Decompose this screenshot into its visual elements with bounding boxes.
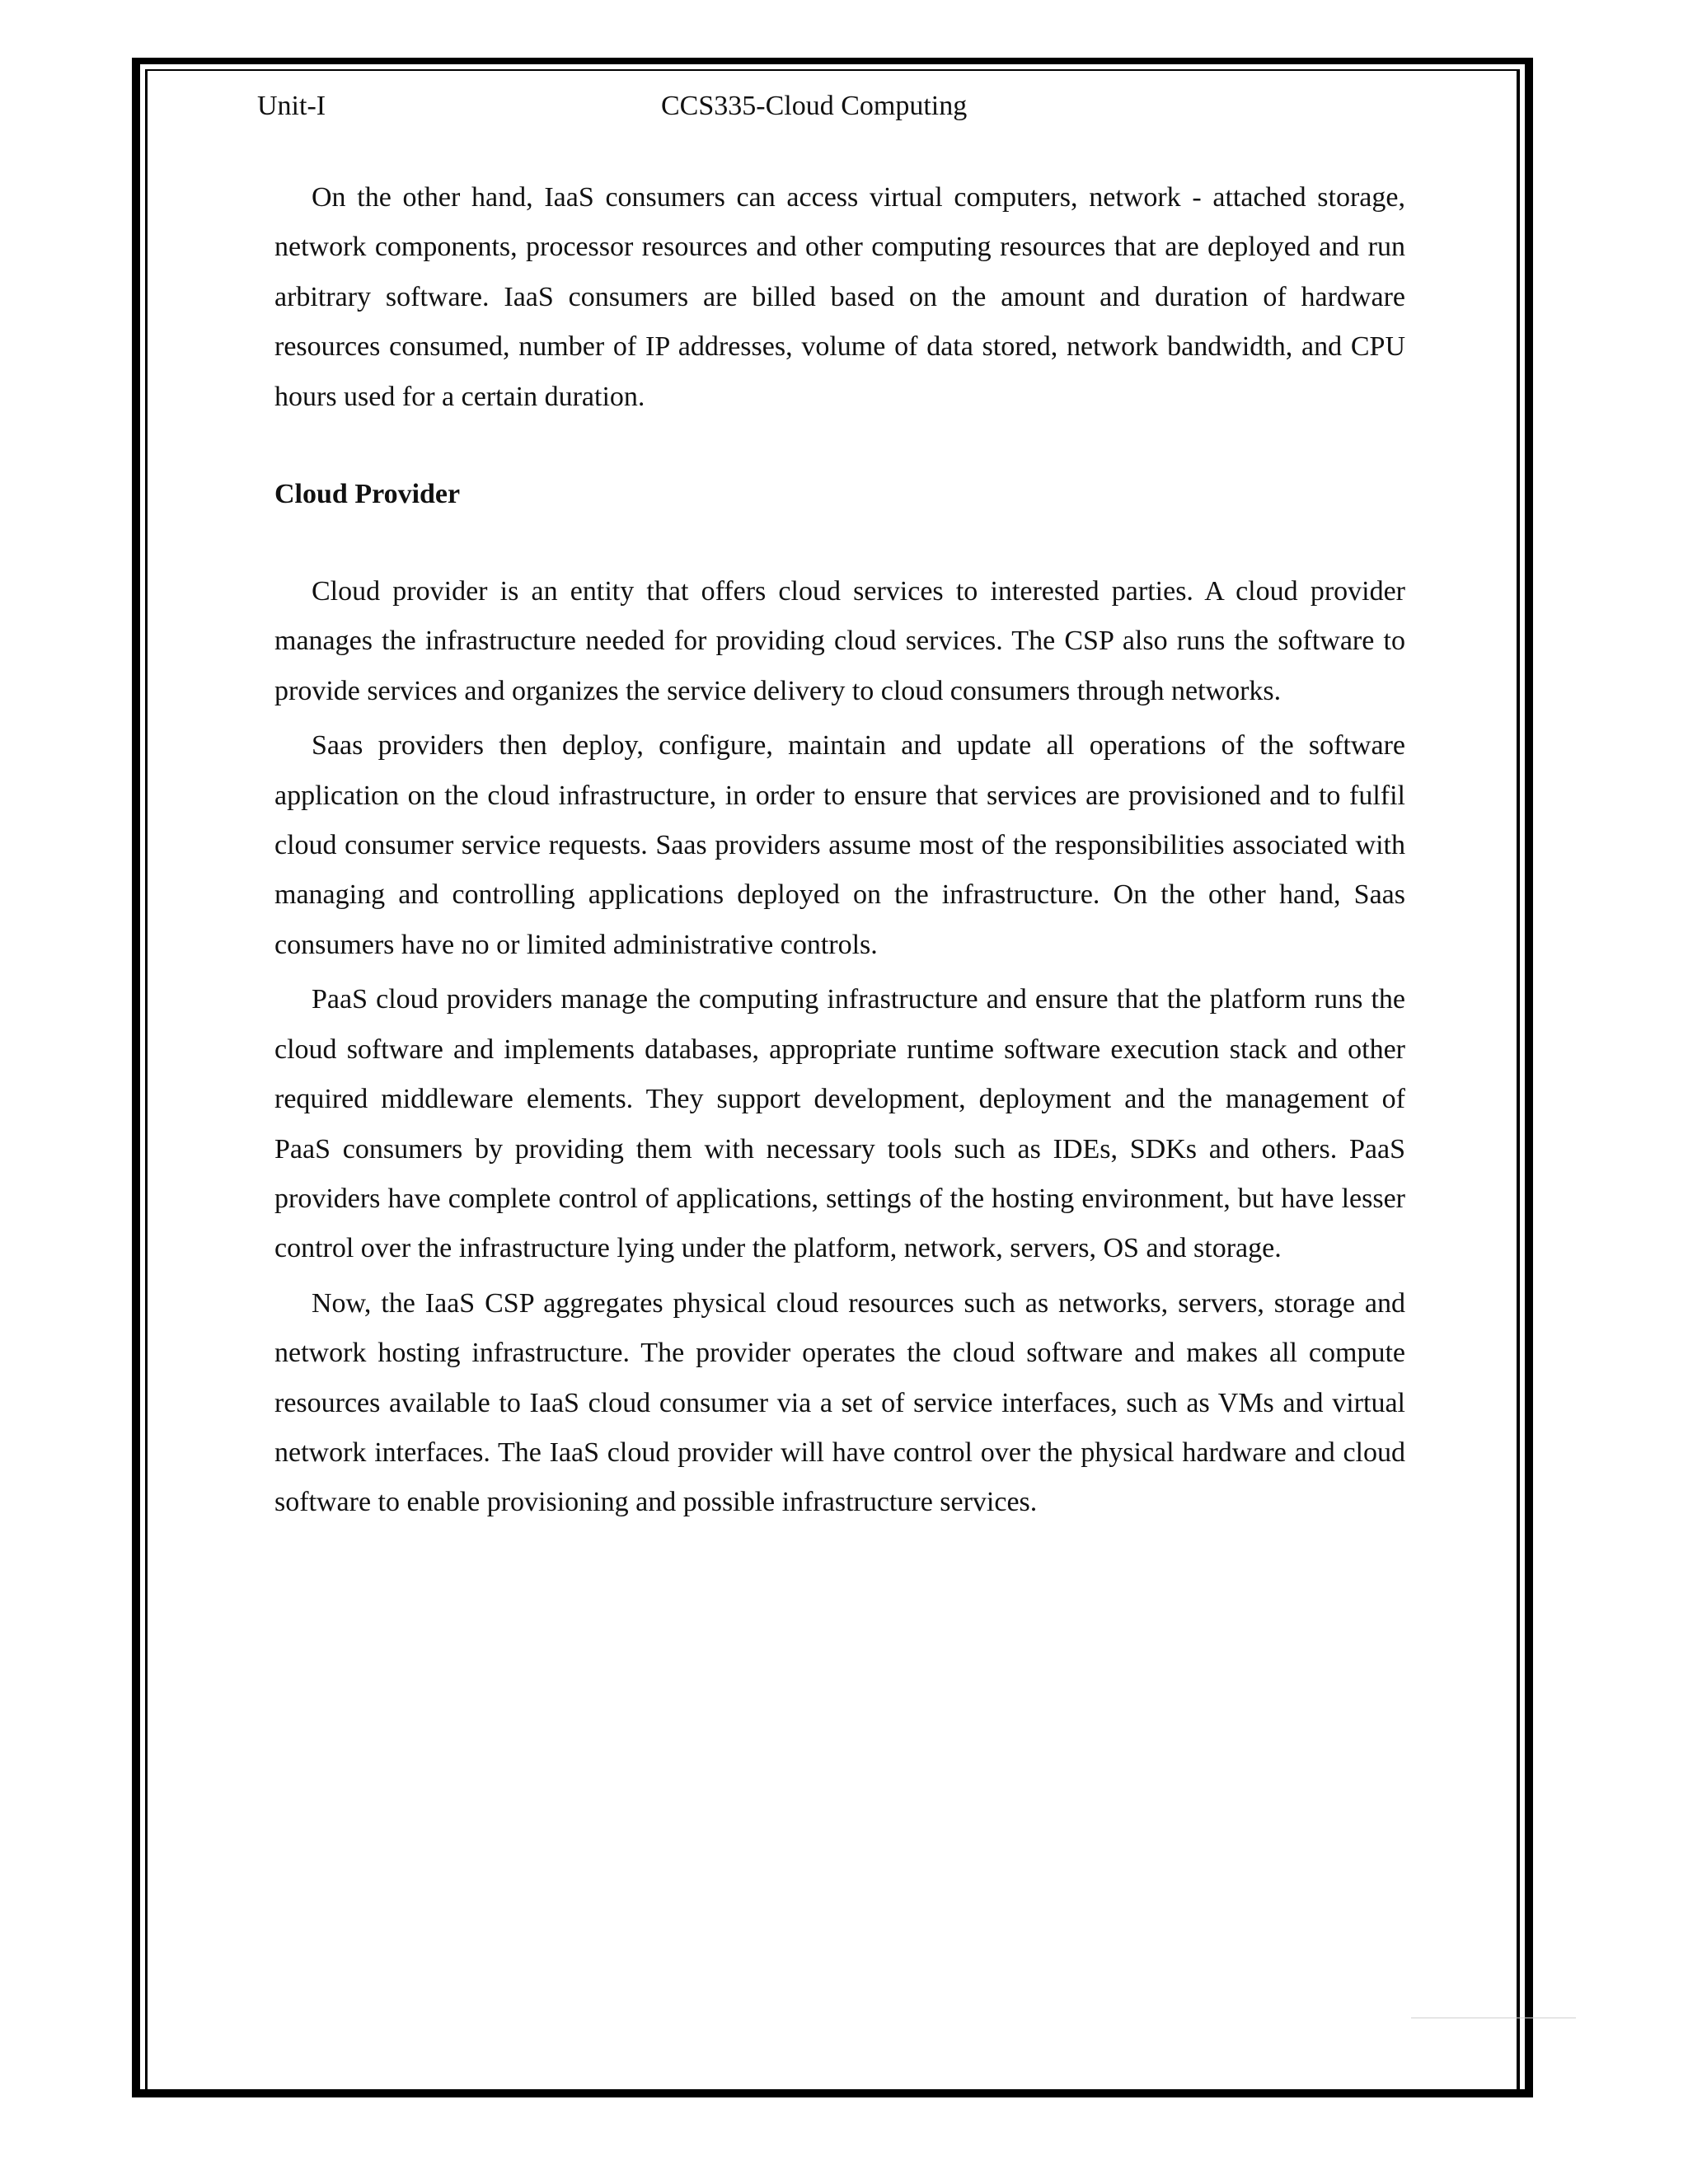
unit-label: Unit-I (257, 91, 326, 121)
document-body (274, 173, 1405, 1533)
page-border-inner-right (1517, 69, 1520, 2093)
paragraph-cloud-provider-definition: Cloud provider is an entity that offers cloud services to interested parties. A cloud provider manages the infrastructure needed for providing cloud services. The CSP also runs the software to provide services and organizes the service delivery to cloud consumers through networks. (274, 576, 1405, 706)
paragraph-iaas-providers: Now, the IaaS CSP aggregates physical cloud resources such as networks, servers, storage and network hosting infrastructure. The provider operates the cloud software and makes all compute resources available to IaaS cloud consumer via a set of service interfaces, such as VMs and virtual network interfaces. The IaaS cloud provider will have control over the physical hardware and cloud software to enable provisioning and possible infrastructure services. (274, 1287, 1405, 1518)
paragraph-paas-providers: PaaS cloud providers manage the computing infrastructure and ensure that the platform runs the cloud software and implements databases, appropriate runtime software execution stack and other required middleware elements. They support development, deployment and the management of PaaS consumers by providing them with necessary tools such as IDEs, SDKs and others. PaaS providers have complete control of applications, settings of the hosting environment, but have lesser control over the infrastructure lying under the platform, network, servers, OS and storage. (274, 984, 1405, 1264)
intro-paragraph: On the other hand, IaaS consumers can access virtual computers, network - attached storage, network components, processor resources and other computing resources that are deployed and run arbitrary software. IaaS consumers are billed based on the amount and duration of hardware resources consumed, number of IP addresses, volume of data stored, network bandwidth, and CPU hours used for a certain duration. (274, 182, 1405, 412)
page-border-inner-bottom (145, 2091, 1520, 2093)
page-border-inner-top (145, 69, 1520, 71)
course-title: CCS335-Cloud Computing (661, 91, 968, 121)
page-header (257, 91, 1411, 130)
page-border-inner-left (145, 69, 148, 2093)
paragraph-saas-providers: Saas providers then deploy, configure, maintain and update all operations of the software application on the cloud infrastructure, in order to ensure that services are provisioned and to fulfil cloud consumer service requests. Saas providers assume most of the responsibilities associated with managing and controlling applications deployed on the infrastructure. On the other hand, Saas consumers have no or limited administrative controls. (274, 730, 1405, 960)
section-heading-cloud-provider: Cloud Provider (274, 479, 461, 510)
